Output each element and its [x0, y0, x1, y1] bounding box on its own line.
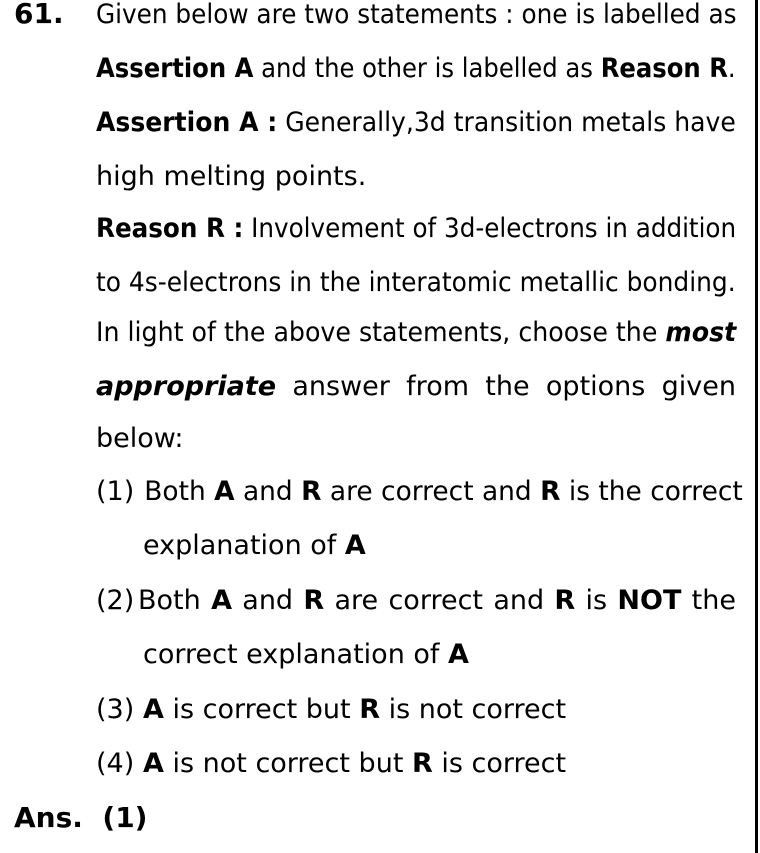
reason-text-2: to 4s-electrons in the interatomic metallic bonding. [96, 267, 736, 298]
option-2-text: the [681, 585, 736, 616]
option-1-text: is the correct [560, 476, 743, 507]
answer-value: (1) [102, 801, 148, 834]
option-1-line-2 [143, 531, 366, 561]
option-4-a: A [143, 748, 164, 779]
intro-end-text: . [727, 53, 736, 84]
option-2-text: are correct and [324, 585, 555, 616]
option-4-r: R [411, 748, 433, 779]
option-1-text: and [234, 476, 302, 507]
option-4-line [143, 749, 566, 779]
option-3-r: R [359, 694, 380, 725]
assertion-text-1: Generally,3d transition metals have [277, 107, 736, 138]
right-border-line [755, 0, 758, 853]
question-number: 61. [14, 0, 64, 30]
prompt-text-1: In light of the above statements, choose the [96, 317, 666, 348]
prompt-text-2: answer from the options given [276, 371, 736, 402]
option-1-text: are correct and [321, 476, 541, 507]
reason-text-1: Involvement of 3d-electrons in addition [243, 213, 737, 244]
option-2-line-2 [143, 640, 469, 670]
option-2-text: is [575, 585, 618, 616]
option-1-r: R [301, 476, 322, 507]
intro-line-1 [96, 0, 737, 30]
prompt-text-3: below: [96, 423, 184, 454]
option-2-number: (2) [96, 585, 135, 616]
prompt-most: most [665, 317, 737, 348]
option-2-r: R [303, 585, 325, 616]
assertion-label-inline: Assertion A [96, 53, 254, 84]
option-1-r: R [540, 476, 561, 507]
assertion-line-2 [96, 162, 736, 192]
option-4-number: (4) [96, 748, 135, 779]
option-3-a: A [143, 694, 164, 725]
option-2-a: A [448, 639, 469, 670]
option-2-r: R [554, 585, 576, 616]
prompt-line-1 [96, 317, 737, 348]
assertion-label: Assertion A : [96, 107, 278, 138]
prompt-line-2 [96, 372, 736, 402]
assertion-line-1 [96, 107, 736, 138]
option-1-line-1 [144, 476, 743, 507]
prompt-line-3 [96, 424, 736, 454]
reason-line-2 [96, 267, 736, 298]
reason-line-1 [96, 213, 737, 244]
option-4-text: is correct [432, 748, 567, 779]
option-2-text: Both [138, 585, 212, 616]
option-3-number: (3) [96, 694, 135, 725]
option-2-not: NOT [617, 585, 682, 616]
option-1-a: A [344, 530, 366, 561]
option-1-text: Both [144, 476, 215, 507]
assertion-text-2: high melting points. [96, 161, 367, 192]
option-2-a: A [211, 585, 232, 616]
intro-line-2 [96, 53, 736, 84]
option-1-a: A [214, 476, 235, 507]
option-2-continuation: correct explanation of [143, 639, 448, 670]
option-1-continuation: explanation of [143, 530, 345, 561]
option-3-text: is correct but [163, 694, 360, 725]
option-2-line-1 [138, 586, 736, 616]
intro-mid-text: and the other is labelled as [253, 53, 601, 84]
intro-text: Given below are two statements : one is labelled as [96, 0, 737, 30]
option-1-number: (1) [96, 476, 135, 507]
answer-line [14, 803, 147, 833]
reason-label-inline: Reason R [600, 53, 728, 84]
option-4-text: is not correct but [163, 748, 412, 779]
prompt-appropriate: appropriate [96, 371, 277, 402]
option-2-text: and [231, 585, 304, 616]
option-3-line [143, 695, 566, 725]
answer-label: Ans. [14, 801, 83, 834]
reason-label: Reason R : [96, 213, 244, 244]
option-3-text: is not correct [379, 694, 567, 725]
